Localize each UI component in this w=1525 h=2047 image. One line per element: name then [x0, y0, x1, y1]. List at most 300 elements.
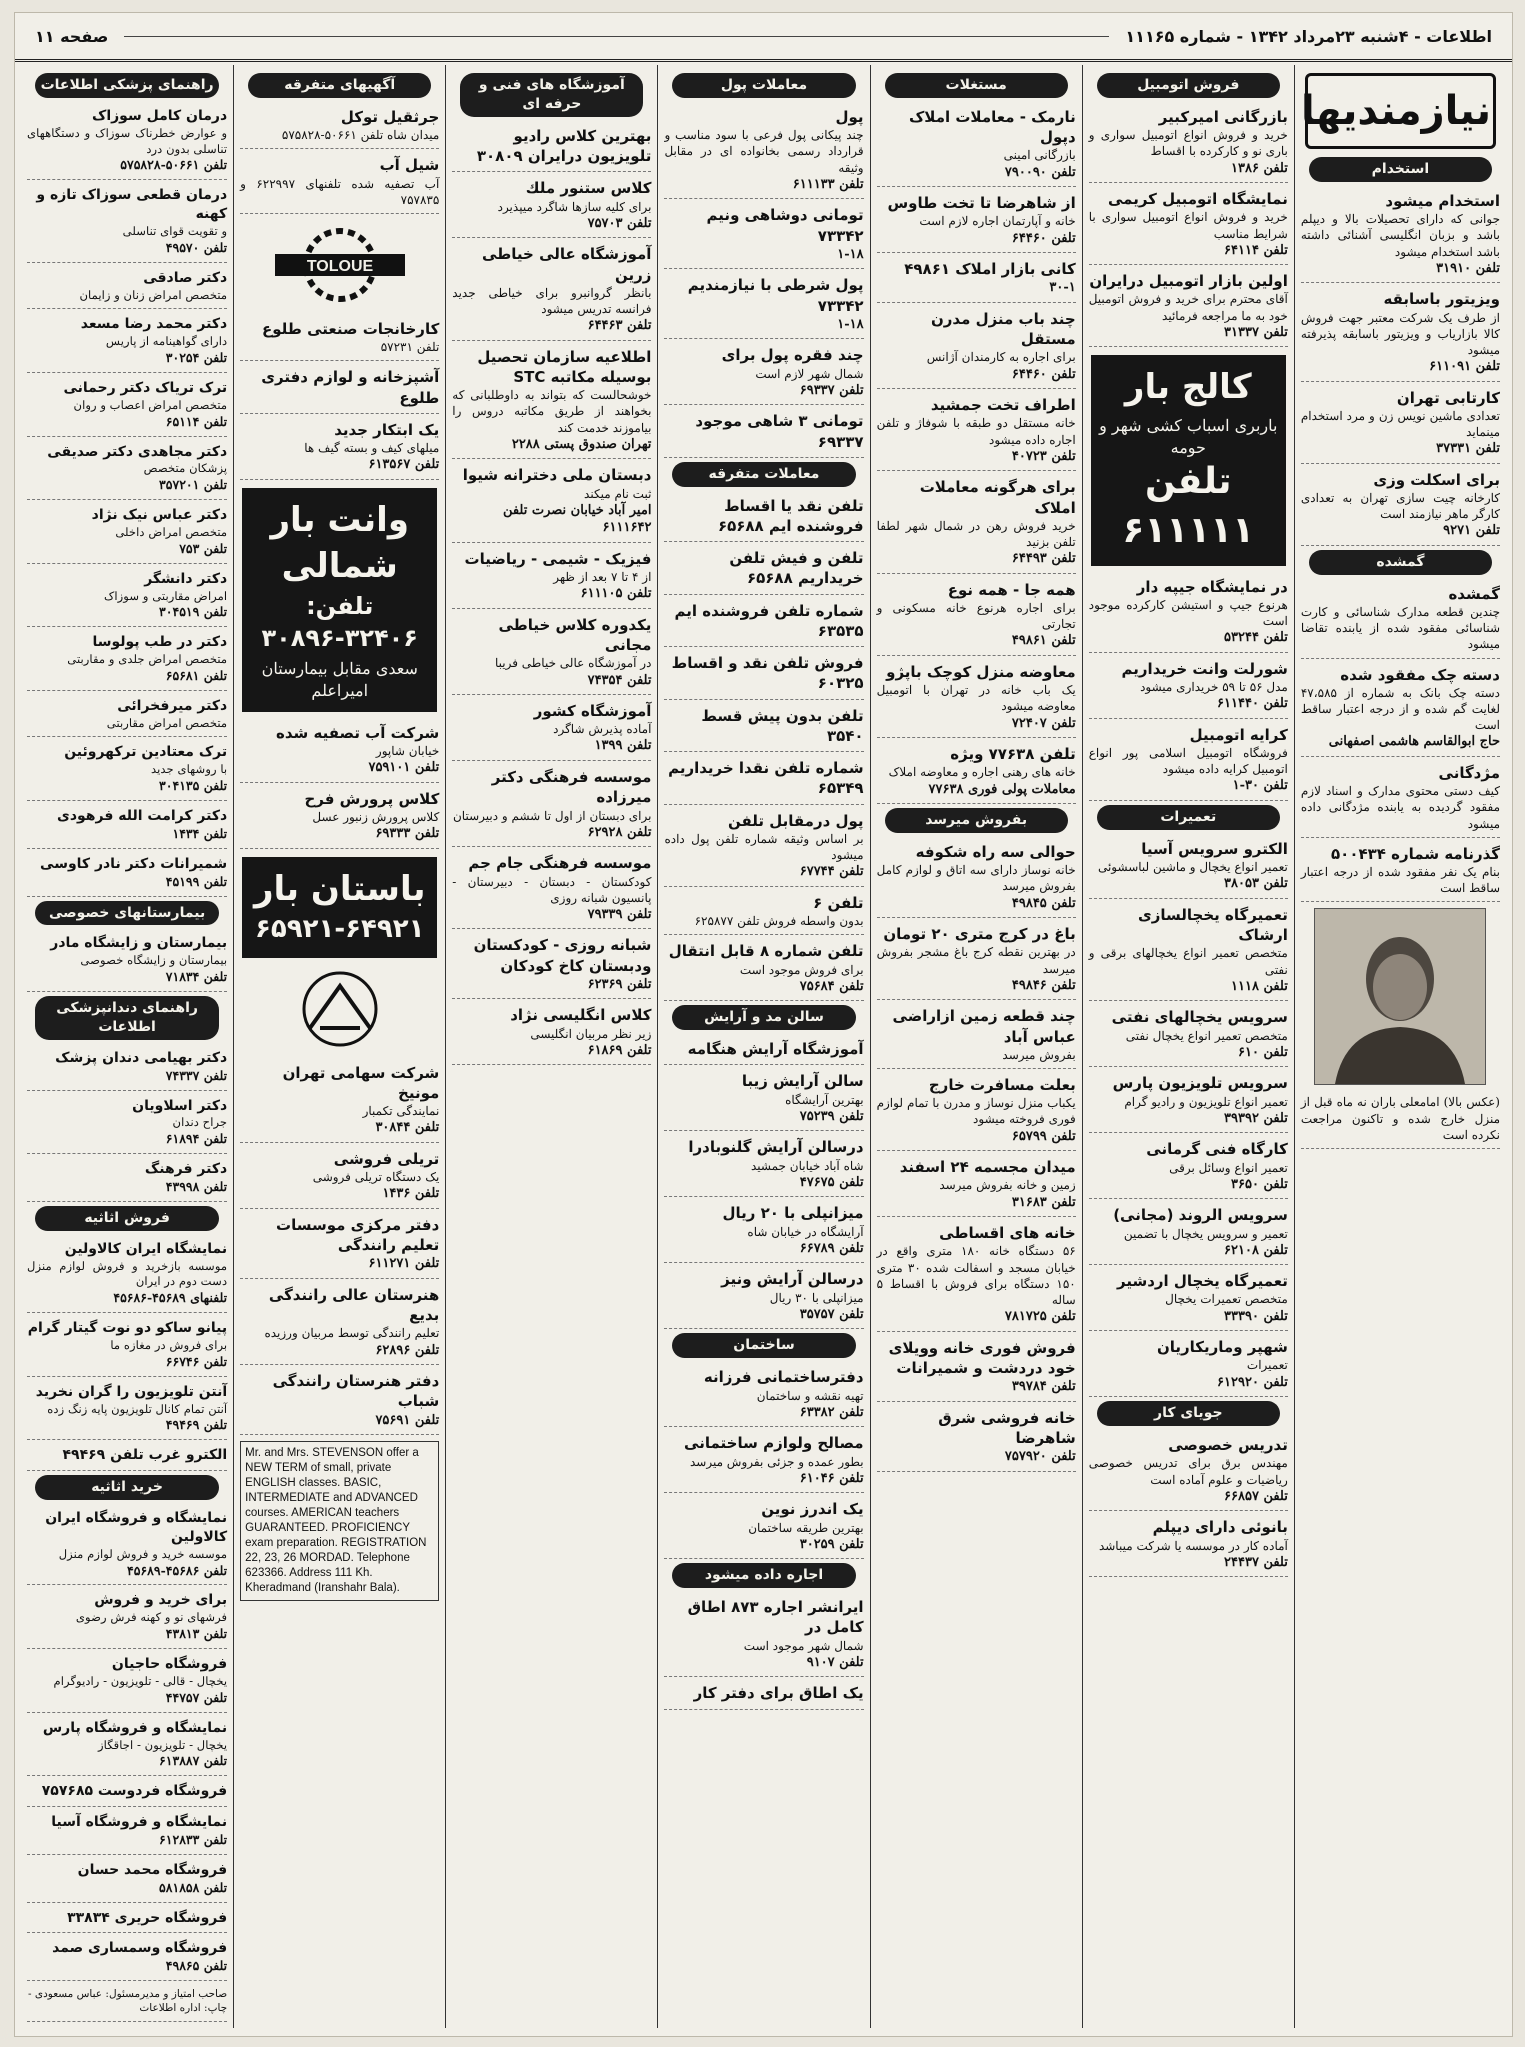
ad-title: سرویس تلویزیون پارس: [1112, 1074, 1288, 1093]
ad-body: یخچال - قالی - تلویزیون - رادیوگرام: [53, 1673, 228, 1688]
ad-body: چند پیکانی پول فرعی با سود مناسب و قرارداد رسمی بخانواده ای در مقابل وثیقه: [664, 128, 864, 175]
ad-title: کارگاه فنی گرمانی: [1146, 1140, 1288, 1159]
ad-title: نارمک - معاملات املاک دپول: [908, 107, 1076, 147]
ad-phone: تلفن ۷۵۶۸۴: [799, 978, 864, 994]
ad-phone: تلفن ۴۳۸۱۳: [165, 1626, 228, 1642]
ad-phone: تلفن ۴۹۸۶۱: [1011, 633, 1076, 649]
ad-body: آماده پذیرش شاگرد: [553, 722, 652, 737]
ad-body: دارای گواهینامه از پاریس: [105, 334, 228, 349]
classified-ad: [664, 545, 863, 595]
classified-ad: [240, 316, 439, 361]
ad-body: خرید و فروش انواع اتومبیل سواری و باری نو و کارکرده با اقساط: [1088, 128, 1288, 159]
ad-body: خیابان شاپور: [375, 743, 440, 758]
classified-ad: [240, 104, 439, 149]
classified-ad: [664, 104, 863, 199]
employment-ads: [1301, 188, 1500, 546]
section-for-sale: بفروش میرسد: [885, 808, 1068, 833]
ad-title: کرایه اتومبیل: [1189, 725, 1288, 744]
ad-body: خرید فروش رهن در شمال شهر لطفا تلفن بزنید: [876, 518, 1076, 549]
column-schools: [445, 65, 657, 2028]
ad-title: سالن آرایش زیبا: [741, 1072, 864, 1091]
classified-ad: [452, 612, 651, 695]
ad-title: دفتر مرکزی موسسات تعلیم رانندگی: [276, 1215, 440, 1255]
classified-ad: [877, 1072, 1076, 1151]
ad-body: تهیه نقشه و ساختمان: [756, 1388, 864, 1403]
section-car-sales: فروش اتومبیل: [1097, 73, 1280, 98]
ad-phone: تلفن ۳۷۳۳۱: [1436, 441, 1500, 457]
ad-title: هنرستان عالی رانندگی بدیع: [268, 1285, 440, 1325]
ad-phone: تلفن ۴۷۶۷۵: [799, 1174, 864, 1190]
ad-body: تلفن ۵۷۲۳۱: [380, 340, 440, 355]
ad-title: الکترو غرب تلفن ۴۹۴۶۹: [62, 1447, 228, 1464]
ad-title: گمشده: [1448, 584, 1500, 603]
ad-phone: تلفن ۳۹۷۸۴: [1011, 1379, 1076, 1395]
ad-title: برای خرید و فروش: [94, 1592, 228, 1609]
ad-phone: تلفن ۳۰-۱: [1232, 778, 1288, 794]
ad-title: دکتر محمد رضا مسعد: [80, 316, 228, 333]
ad-title: آموزشگاه عالی خیاطی زرین: [482, 245, 652, 284]
ad-title: دکتر عباس نیک نژاد: [91, 507, 228, 524]
ad-body: کودکستان - دبستان - دبیرستان - پانسیون شبانه روزی: [452, 874, 652, 905]
classified-ad: [1089, 268, 1288, 347]
ad-body: متخصص تعمیرات یخچال: [1165, 1292, 1288, 1307]
ad-phone: تلفن ۴۹۵۷۰: [165, 239, 228, 255]
rent-ads: [664, 1594, 863, 1709]
ad-body: میزانپلی با ۳۰ ریال: [769, 1290, 864, 1305]
classified-ad: [664, 342, 863, 405]
ad-title: فروشگاه حاجیان: [111, 1656, 228, 1673]
ad-phone: تلفن ۷۱۸۳۴: [165, 969, 228, 985]
ad-body: شاه آباد خیابان جمشید: [750, 1158, 864, 1173]
ad-body: جوانی که دارای تحصیلات بالا و دیپلم باشد و بزبان انگلیسی آشنائی داشته باشد استخدام میشود: [1300, 212, 1500, 259]
ad-title: بیمارستان و زایشگاه مادر: [50, 935, 228, 952]
ad-body: با روشهای جدید: [150, 762, 228, 777]
classified-ad: [664, 1496, 863, 1559]
classified-ad: [1089, 1070, 1288, 1133]
ad-title: درمان کامل سوزاک: [91, 107, 228, 124]
classified-ad: [240, 786, 439, 849]
classified-ad: [27, 503, 227, 564]
ad-title: یک اطاق برای دفتر کار: [693, 1684, 864, 1703]
person-portrait-icon: [1315, 909, 1485, 1084]
section-misc: آگهیهای متفرقه: [248, 73, 431, 98]
classified-ad: [27, 931, 227, 992]
section-lost: گمشده: [1309, 550, 1492, 575]
classified-ad: [877, 1154, 1076, 1217]
classified-ad: [1089, 836, 1288, 899]
classified-ad: [1301, 760, 1500, 838]
ad-body: بنام یک نفر مفقود شده از درجه اعتبار ساقط است: [1300, 865, 1500, 896]
column-property: [870, 65, 1082, 2028]
ad-phone: تلفن ۳۰۲۵۴: [165, 350, 228, 366]
ad-body: زمین و خانه بفروش میرسد: [939, 1178, 1076, 1193]
ad-title: نمایشگاه و فروشگاه آسیا: [51, 1814, 228, 1831]
ad-body: دسته چک بانک به شماره از ۴۷،۵۸۵ لغایت گم شده و از درجه اعتبار ساقط است: [1300, 685, 1500, 733]
ad-phone: تلفن ۴۴۷۵۷: [165, 1689, 228, 1705]
ad-phone: تلفن ۴۹۴۶۹: [165, 1417, 228, 1433]
classified-ad: [240, 1212, 439, 1279]
ad-body: متخصص تعمیر انواع یخچال نفتی: [1125, 1028, 1288, 1043]
ad-phone: تلفن ۶۵۱۱۴: [165, 413, 228, 429]
classified-ad: [1301, 188, 1500, 283]
ad-title: آموزشگاه کشور: [533, 702, 652, 721]
classified-ad: [1301, 286, 1500, 381]
ad-body: یک دستگاه تریلی فروشی: [312, 1170, 440, 1185]
ad-phone: تلفن ۶۲۸۹۶: [375, 1342, 440, 1358]
ad-title: آنتن تلویزیون را گران نخرید: [35, 1383, 228, 1400]
classified-ad: [664, 493, 863, 543]
classified-ad: [877, 577, 1076, 656]
ad-title: الکترو سرویس آسیا: [1141, 839, 1288, 858]
ad-phone: تلفن ۷۵۷۹۲۰: [1004, 1449, 1076, 1465]
classified-ad: [240, 1146, 439, 1209]
ad-body: از طرف یک شرکت معتبر جهت فروش کالا بازاریاب و ویزیتور باسابقه پذیرفته میشود: [1300, 310, 1500, 357]
ad-phone: تلفن ۱۳۹۹: [594, 738, 652, 754]
ad-body: فروشگاه اتومبیل اسلامی پور انواع اتومبیل کرایه داده میشود: [1088, 746, 1288, 777]
ad-title: برای اسکلت وزی: [1373, 470, 1500, 489]
ad-phone: تلفن ۶۱۸۹۴: [165, 1131, 228, 1147]
ad-title: شماره تلفن فروشنده ایم ۶۳۵۳۵: [674, 601, 864, 640]
column-employment: [1294, 65, 1506, 2028]
ad-body: مدل ۵۶ تا ۵۹ خریداری میشود: [1140, 680, 1288, 695]
ad-body: فرشهای نو و کهنه فرش رضوی: [75, 1610, 228, 1625]
ad-body: متخصص امراض اعصاب و روان: [73, 397, 228, 412]
classified-ad: [664, 408, 863, 458]
ad-phone: تلفن ۴۵۶۸۶-۴۵۶۸۹: [126, 1562, 228, 1578]
ad-title: بعلت مسافرت خارج: [928, 1075, 1076, 1094]
ad-title: تلفن و فیش تلفن خریداریم ۶۵۶۸۸: [729, 549, 864, 588]
ad-phone: تلفن ۳۱۹۱۰: [1436, 260, 1500, 276]
toloue-gear-logo-icon: [265, 224, 415, 306]
column-cars: [1082, 65, 1294, 2028]
ad-phone: تلفن ۷۹۳۳۹: [587, 906, 652, 922]
ad-body: متخصص امراض داخلی: [115, 524, 228, 539]
classified-ad: [452, 462, 651, 543]
masthead-strip: [15, 13, 1512, 62]
ad-title: شهپر وماریکاریان: [1156, 1338, 1288, 1357]
ad-phone: تلفن ۶۶۷۴۶: [165, 1353, 228, 1369]
classified-ad: [240, 417, 439, 480]
classified-ad: [27, 1716, 227, 1777]
classified-ad: [664, 272, 863, 339]
classified-ad: [27, 1810, 227, 1855]
classified-ad: [1089, 902, 1288, 1001]
ad-phone: تلفن ۶۱۱۴۴۰: [1217, 696, 1288, 712]
ad-title: تریلی فروشی: [333, 1149, 440, 1168]
phone-deal-ads: [664, 493, 863, 1002]
ad-phone: تلفن ۹۲۷۱: [1443, 523, 1500, 539]
classified-ad: [27, 1858, 227, 1903]
section-job-seekers: جویای کار: [1097, 1401, 1280, 1426]
ad-phone: تلفن ۱۱۱۸: [1231, 978, 1288, 994]
ad-body: و عوارض خطرناک سوزاک و دستگاههای تناسلی بدون درد: [27, 125, 228, 156]
classified-ad: [27, 1652, 227, 1713]
classified-ad: [27, 1094, 227, 1155]
classified-ad: [1089, 656, 1288, 719]
classified-ad: [27, 1588, 227, 1649]
ad-phone: تلفن ۹۱۰۷: [806, 1654, 864, 1670]
ad-body: خرید و فروش انواع اتومبیل سواری با شرایط مناسب: [1088, 210, 1288, 241]
ad-title: دسته چک مفقود شده: [1340, 665, 1500, 684]
ad-phone: تلفن ۳۳۳۹۰: [1224, 1308, 1288, 1324]
ad-body: بفروش میرسد: [1002, 1047, 1076, 1062]
ad-phone: تلفن ۵۸۱۸۵۸: [159, 1879, 228, 1895]
ad-title: نمایشگاه و فروشگاه پارس: [42, 1719, 228, 1736]
classified-ad: [877, 839, 1076, 918]
ad-title: جرثقیل توکل: [340, 107, 440, 126]
ad-body: تعمیر انواع یخچال و ماشین لباسشوئی: [1097, 860, 1288, 875]
classified-ad: [452, 850, 651, 929]
ad-body: بیمارستان و زایشگاه خصوصی: [80, 953, 228, 968]
ad-title: کارخانجات صنعتی طلوع: [261, 319, 440, 338]
classified-ad: [877, 190, 1076, 253]
section-money: معاملات پول: [672, 73, 855, 98]
ad-body: بطور عمده و جزئی بفروش میرسد: [689, 1454, 864, 1469]
ad-phone: تلفن ۲۴۴۳۷: [1224, 1554, 1288, 1570]
classified-ad: [27, 1380, 227, 1441]
page-footer-credit: صاحب امتیاز و مدیرمسئول: عباس مسعودی - چاپ: اداره اطلاعات: [27, 1984, 227, 2021]
ad-title: مصالح ولوازم ساختمانی: [684, 1434, 864, 1453]
ad-phone: تلفن ۶۱۳۵۶۷: [368, 457, 440, 473]
lost-ads: [1301, 581, 1500, 903]
ad-title: در نمایشگاه جیپه دار: [1136, 577, 1288, 596]
classified-ad: [27, 1316, 227, 1377]
ad-phone: تلفن ۶۱۱۱۳۳: [792, 176, 864, 192]
misc-ads-top: [240, 104, 439, 214]
ad-title: نمایشگاه ایران کالاولین: [64, 1240, 228, 1257]
ad-phone: تلفن ۷۵۷۰۳: [587, 215, 652, 231]
classified-ad: [452, 546, 651, 609]
ad-phone: تلفن ۱۴۳۴: [172, 825, 228, 841]
ad-title: تلفن نقد یا اقساط فروشنده ایم ۶۵۶۸۸: [717, 496, 864, 535]
ad-body: تعمیرات: [1246, 1358, 1288, 1373]
ad-phone: تلفن ۶۲۹۲۸: [587, 824, 652, 840]
ad-title: دکتر بهیامی دندان پزشک: [55, 1049, 228, 1066]
collage-bar-ad: کالج بار باربری اسباب کشی شهر و حومه تلفن ۶۱۱۱۱۱: [1091, 355, 1286, 565]
ad-title: دکتر فرهنگ: [144, 1161, 228, 1178]
section-employment: استخدام: [1309, 157, 1492, 182]
ad-body: امراض مقاربتی و سوزاک: [103, 588, 228, 603]
misc-ads-lower: [240, 720, 439, 849]
ad-phone: ۳۰-۱: [1049, 280, 1076, 296]
ad-title: شرکت سهامی تهران مونیخ: [282, 1063, 440, 1102]
ad-body: آنتن تمام کانال تلویزیون پایه زنگ زده: [47, 1401, 228, 1416]
ad-phone: تلفن ۶۴۴۶۳: [587, 318, 652, 334]
ad-body: یکباب منزل نوساز و مدرن با تمام لوازم فوری فروخته میشود: [876, 1096, 1076, 1127]
ad-phone: تلفن ۶۱۸۶۹: [587, 1042, 652, 1058]
ad-body: برای دبستان از اول تا ششم و دبیرستان: [452, 808, 652, 823]
ad-title: خانه های اقساطی: [939, 1224, 1076, 1243]
ad-body: یخچال - تلویزیون - اجاقگاز: [97, 1737, 228, 1752]
ad-body: چندین قطعه مدارک شناسائی و کارت شناسائی مفقود شده از یابنده تقاضا میشود: [1300, 605, 1500, 652]
ad-phone: تلفن ۶۴۴۶۰: [1011, 366, 1076, 382]
ad-title: ویزیتور باسابقه: [1383, 290, 1500, 309]
ad-title: نمایشگاه و فروشگاه ایران کالاولین: [45, 1510, 228, 1545]
ad-body: برای فروش در مغازه ما: [110, 1338, 228, 1353]
ad-phone: تلفن ۵۰۶۶۱-۵۷۵۸۲۸: [120, 157, 228, 173]
ad-body: یک باب خانه در تهران با اتومبیل معاوضه میشود: [876, 683, 1076, 714]
ad-phone: تلفن ۳۵۷۲۰۱: [159, 477, 228, 493]
ad-body: موسسه خرید و فروش لوازم منزل: [58, 1546, 228, 1561]
ad-body: آب تصفیه شده تلفنهای ۶۲۲۹۹۷ و ۷۵۷۸۳۵: [240, 176, 440, 207]
classified-ad: [27, 376, 227, 437]
svg-text:TOLOUE: TOLOUE: [306, 257, 373, 275]
ad-phone: تلفن ۵۳۲۴۴: [1224, 630, 1288, 646]
classified-ad: [877, 256, 1076, 303]
column-money: [657, 65, 869, 2028]
classified-ad: [240, 152, 439, 214]
missing-person-photo: [1314, 908, 1486, 1085]
ad-phone: تلفن ۴۳۹۹۸: [165, 1179, 228, 1194]
classified-ad: [452, 175, 651, 238]
ad-phone: تلفن ۷۵۳: [179, 540, 228, 556]
ad-body: بر اساس وثیقه شماره تلفن پول داده میشود: [664, 831, 864, 863]
classified-ad: [452, 241, 651, 340]
ad-title: کلاس ستنور ملك: [525, 179, 652, 198]
section-clinics: بیمارستانهای خصوصی: [35, 901, 219, 926]
classified-ad: [27, 1157, 227, 1202]
ad-body: میدان شاه تلفن ۵۰۶۶۱-۵۷۵۸۲۸: [281, 128, 440, 143]
ad-title: اطلاعیه سازمان تحصیل بوسیله مکاتبه STC: [477, 347, 652, 386]
ad-title: پیانو ساکو دو نوت گیتار گرام: [27, 1320, 228, 1337]
ad-phone: تلفن ۶۱۲۸۳۳: [159, 1831, 228, 1847]
ad-title: ایرانشر اجاره ۸۷۳ اطاق کامل در: [687, 1598, 864, 1637]
ad-title: میدان مجسمه ۲۴ اسفند: [899, 1158, 1076, 1177]
ad-phone: تلفن ۶۱۱۱۰۵: [580, 586, 652, 602]
classified-ad: [1089, 1004, 1288, 1067]
classified-ad: [27, 567, 227, 628]
classified-ad: [1301, 581, 1500, 659]
ad-title: دفتر هنرستان رانندگی شباب: [272, 1372, 440, 1411]
ad-body: جراح دندان: [172, 1115, 228, 1130]
ad-title: اطراف تخت جمشید: [930, 396, 1076, 415]
ad-body: نمایندگی تکمبار: [362, 1104, 440, 1119]
ad-title: برای هرگونه معاملات املاک: [919, 478, 1076, 517]
ad-title: باغ در کرج متری ۲۰ تومان: [883, 925, 1076, 944]
header-rule: [124, 36, 1109, 37]
ad-title: تعمیرگاه یخچالسازی ارشاک: [1138, 905, 1288, 945]
ad-body: میلهای کیف و بسته گیف ها: [304, 441, 440, 456]
ad-body: پزشکان متخصص: [143, 461, 228, 476]
ad-phone: تلفن ۳۵۷۵۷: [799, 1306, 864, 1322]
column-medical: [21, 65, 233, 2028]
classified-ad: [27, 312, 227, 373]
ad-title: دکتر در طب پولوسا: [92, 634, 228, 651]
car-sales-ads: [1089, 104, 1288, 348]
ad-title: فروش تلفن نقد و اقساط ۶۰۳۲۵: [671, 654, 864, 693]
ad-title: استخدام میشود: [1385, 191, 1500, 210]
ad-title: فروشگاه وسمساری صمد: [52, 1940, 228, 1957]
ad-title: چند باب منزل مدرن مستقل: [930, 309, 1076, 349]
ad-title: اولین بازار اتومبیل درایران: [1089, 272, 1288, 291]
classified-ad: [877, 1220, 1076, 1332]
ad-body: شمال شهر لازم است: [755, 366, 864, 381]
ad-title: ترک معتادین ترکهروئین: [64, 744, 228, 761]
classified-ad: [1089, 722, 1288, 801]
classified-ad: [877, 392, 1076, 471]
section-property: مستغلات: [885, 73, 1068, 98]
ad-title: بانوئی دارای دیپلم: [1152, 1518, 1288, 1537]
ad-body: کارخانه چیت سازی تهران به تعدادی کارگر ماهر نیازمند است: [1300, 491, 1500, 522]
classified-ad: [1301, 385, 1500, 464]
ad-phone: تلفن ۳۹۳۹۲: [1224, 1110, 1288, 1126]
ad-body: خانه نوساز دارای سه اتاق و لوازم کامل بفروش میرسد: [876, 863, 1076, 894]
classified-ad: [664, 1200, 863, 1263]
ad-phone: تلفن ۳۶۵۰: [1231, 1176, 1288, 1192]
ad-title: تومانی ۳ شاهی موجود ۶۹۳۳۷: [695, 412, 864, 451]
ad-title: فروش فوری خانه وویلای خود دردشت و شمیرانات: [888, 1338, 1076, 1377]
ad-title: سرویس یخچالهای نفتی: [1111, 1008, 1288, 1027]
ad-body: بدون واسطه فروش تلفن ۶۲۵۸۷۷: [694, 914, 864, 929]
ad-title: از شاهرضا تا تخت طاوس: [887, 194, 1076, 213]
ad-body: زیر نظر مربیان انگلیسی: [530, 1026, 652, 1041]
classified-ad: [1089, 186, 1288, 265]
classified-ad: [877, 659, 1076, 738]
classified-ad: [27, 740, 227, 801]
section-salon: سالن مد و آرایش: [672, 1005, 855, 1030]
ad-phone: تلفن ۷۵۹۱۰۱: [368, 760, 440, 776]
ad-title: معاوضه منزل کوچک باپژو: [886, 662, 1076, 681]
ad-phone: تهران صندوق پستی ۲۲۸۸: [511, 436, 652, 452]
classified-ad: [664, 1680, 863, 1709]
classified-ad: [877, 1405, 1076, 1472]
money-ads: [664, 104, 863, 458]
ad-phone: تلفن ۳۸۰۵۳: [1224, 876, 1288, 892]
ad-phone: تلفن ۶۱۰۴۶: [799, 1470, 864, 1486]
ad-title: خانه فروشی شرق شاهرضا: [938, 1408, 1076, 1447]
ad-body: کلاس پرورش زنبور عسل: [312, 809, 440, 824]
classified-ad: [27, 183, 227, 262]
classified-ad: [664, 703, 863, 753]
ad-title: گذرنامه شماره ۵۰۰۴۳۴: [1331, 844, 1500, 863]
ad-title: دفترساختمانی فرزانه: [703, 1368, 864, 1387]
ad-title: تومانی دوشاهی ونیم ۷۳۳۴۲: [706, 206, 864, 245]
ad-title: درمان قطعی سوزاک تازه و کهنه: [36, 187, 228, 223]
classified-ad: [27, 852, 227, 897]
classified-ad: [27, 1046, 227, 1091]
bastan-bar-ad: باستان بار ۶۵۹۲۱-۶۴۹۲۱: [242, 857, 437, 958]
job-seeker-ads: [1089, 1432, 1288, 1577]
ad-phone: تلفن ۴۰۷۲۳: [1011, 448, 1076, 464]
ad-body: بانظر گروانبرو برای خیاطی جدید فرانسه تدریس میشود: [452, 285, 652, 316]
classified-ad: [664, 1364, 863, 1427]
ad-phone: تلفن ۶۱۳۸۸۷: [159, 1753, 228, 1769]
ad-body: متخصص امراض زنان و زایمان: [79, 287, 228, 302]
ad-phone: تلفن ۴۹۸۴۶: [1011, 977, 1076, 993]
ad-phone: امیر آباد خیابان نصرت تلفن ۶۱۱۱۶۴۲: [502, 502, 652, 536]
ad-title: پول درمقابل تلفن: [727, 811, 864, 830]
ad-phone: تلفن ۶۶۸۵۷: [1224, 1488, 1288, 1504]
classified-ad: [664, 1068, 863, 1131]
classified-ad: [877, 1335, 1076, 1402]
section-furniture-sales: فروش اثاثیه: [35, 1206, 219, 1231]
ad-title: نمایشگاه اتومبیل کریمی: [1107, 190, 1288, 209]
ad-body: خانه و آپارتمان اجاره لازم است: [919, 214, 1076, 229]
for-sale-ads: [877, 839, 1076, 1472]
classified-ad: [1089, 1432, 1288, 1511]
ad-phone: تلفن ۶۴۴۶۰: [1011, 230, 1076, 246]
classified-ad: [664, 1266, 863, 1329]
ad-phone: تلفن ۳۱۶۸۳: [1011, 1194, 1076, 1210]
ad-body: تعلیم رانندگی توسط مربیان ورزیده: [264, 1326, 440, 1341]
ad-phone: تلفن ۶۳۳۸۲: [799, 1404, 864, 1420]
ad-title: کلاس انگلیسی نژاد: [510, 1006, 652, 1025]
classified-ad: [664, 1134, 863, 1197]
section-schools: آموزشگاه های فنی و حرفه ای: [460, 73, 643, 117]
vanet-bar-ad: وانت بار شمالی تلفن: ۳۲۴۰۶-۳۰۸۹۶ سعدی مقابل بیمارستان امیراعلم: [242, 488, 437, 712]
ad-title: شورلت وانت خریداریم: [1121, 659, 1288, 678]
ad-title: کانی بازار املاک ۴۹۸۶۱: [904, 260, 1076, 279]
